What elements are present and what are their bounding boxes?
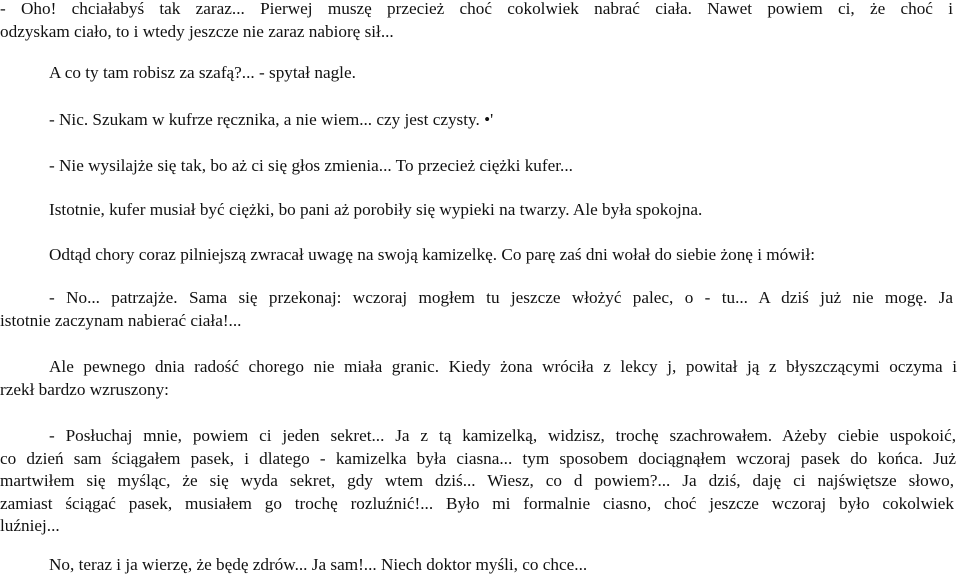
paragraph-4 xyxy=(0,155,960,178)
text-line: co dzień sam ściągałem pasek, i dlatego - kamizelka była ciasna... tym sposobem dociągnąłem wczoraj pasek do końca. Już xyxy=(0,448,956,468)
paragraph-9 xyxy=(0,425,960,538)
text-line: Istotnie, kufer musiał być ciężki, bo pani aż porobiły się wypieki na twarzy. Ale była spokojna. xyxy=(49,200,703,219)
paragraph-3 xyxy=(0,109,960,132)
text-line: - No... patrzajże. Sama się przekonaj: wczoraj mogłem tu jeszcze włożyć palec, o - tu... A dziś już nie mogę. Ja xyxy=(49,288,953,307)
text-line: rzekł bardzo wzruszony: xyxy=(0,379,169,399)
text-line: Odtąd chory coraz pilniejszą zwracał uwagę na swoją kamizelkę. Co parę zaś dni wołał do siebie żonę i mówił: xyxy=(49,245,815,264)
text-line: luźniej... xyxy=(0,516,60,535)
paragraph-1 xyxy=(0,0,960,43)
text-line: martwiłem się myśląc, że się wyda sekret, gdy wtem dziś... Wiesz, co d powiem?... Ja dziś, daję ci najświętsze słowo, xyxy=(0,471,954,490)
paragraph-6 xyxy=(0,244,960,267)
text-line: Ale pewnego dnia radość chorego nie miała granic. Kiedy żona wróciła z lekcy j, powitał ją z błyszczącymi oczyma i xyxy=(49,357,957,376)
paragraph-5 xyxy=(0,199,960,222)
text-line: No, teraz i ja wierzę, że będę zdrów... Ja sam!... Niech doktor myśli, co chce... xyxy=(49,555,588,574)
text-line: - Nie wysilajże się tak, bo aż ci się głos zmienia... To przecież ciężki kufer... xyxy=(49,156,573,175)
paragraph-10 xyxy=(0,554,960,577)
text-line: - Posłuchaj mnie, powiem ci jeden sekret... Ja z tą kamizelką, widzisz, trochę szachrowałem. Ażeby ciebie uspokoić, xyxy=(49,426,956,445)
text-line: zamiast ściągać pasek, musiałem go trochę rozluźnić!... Było mi formalnie ciasno, choć jeszcze wczoraj było cokolwiek xyxy=(0,493,954,513)
text-line: - Nic. Szukam w kufrze ręcznika, a nie wiem... czy jest czysty. •' xyxy=(49,110,494,129)
text-line: odzyskam ciało, to i wtedy jeszcze nie zaraz nabiorę sił... xyxy=(0,21,394,41)
paragraph-8 xyxy=(0,356,960,401)
paragraph-7 xyxy=(0,287,960,332)
text-line: A co ty tam robisz za szafą?... - spytał nagle. xyxy=(49,63,356,82)
text-line: istotnie zaczynam nabierać ciała!... xyxy=(0,310,242,330)
paragraph-2 xyxy=(0,62,960,85)
text-line: - Oho! chciałabyś tak zaraz... Pierwej muszę przecież choć cokolwiek nabrać ciała. Nawet powiem ci, że choć i xyxy=(0,0,953,18)
